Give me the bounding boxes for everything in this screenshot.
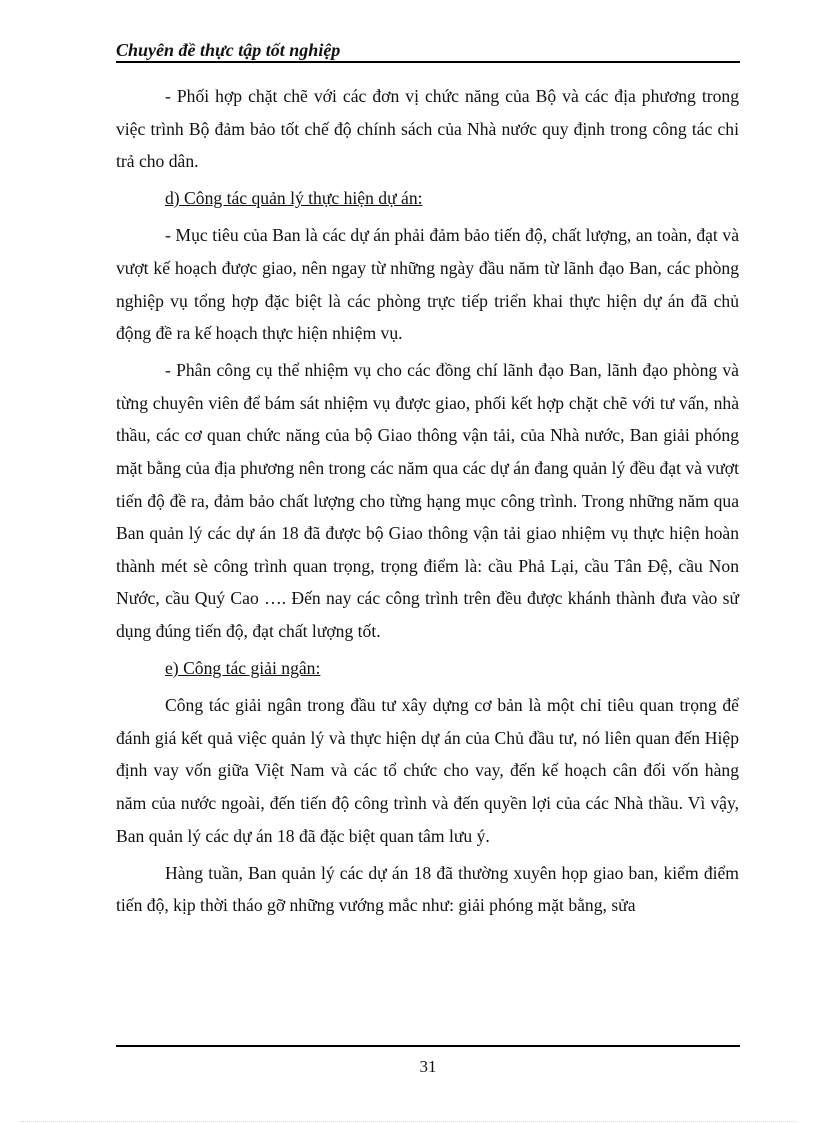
section-heading-e-text: e) Công tác giải ngân: xyxy=(165,658,321,679)
section-heading-e xyxy=(116,652,739,685)
page-number: 31 xyxy=(419,1057,437,1076)
paragraph-weekly-meetings: Hàng tuần, Ban quản lý các dự án 18 đã thường xuyên họp giao ban, kiểm điểm tiến độ, kịp thời tháo gỡ những vướng mắc như: giải phóng mặt bằng, sửa xyxy=(116,862,739,916)
footer-divider xyxy=(116,1045,740,1047)
section-heading-d-text: d) Công tác quản lý thực hiện dự án: xyxy=(165,188,423,209)
paragraph-task-assignment: - Phân công cụ thể nhiệm vụ cho các đồng chí lãnh đạo Ban, lãnh đạo phòng và từng chuyên viên để bám sát nhiệm vụ được giao, phối kết hợp chặt chẽ với tư vấn, nhà thầu, các cơ quan chức năng của bộ Giao thông vận tải, của Nhà nước, Ban giải phóng mặt bằng của địa phương nên trong các năm qua các dự án đang quản lý đều đạt và vượt tiến độ đề ra, đảm bảo chất lượng cho từng hạng mục công trình. Trong những năm qua Ban quản lý các dự án 18 đã được bộ Giao thông vận tải giao nhiệm vụ thực hiện hoàn thành mét sè công trình quan trọng, trọng điểm là: cầu Phả Lại, cầu Tân Đệ, cầu Non Nước, cầu Quý Cao …. Đến nay các công trình trên đều được khánh thành đưa vào sử dụng đúng tiến độ, đạt chất lượng tốt. xyxy=(116,360,739,641)
document-body xyxy=(116,80,739,926)
paragraph-coordination: - Phối hợp chặt chẽ với các đơn vị chức năng của Bộ và các địa phương trong việc trình Bộ đảm bảo tốt chế độ chính sách của Nhà nước quy định trong công tác chi trả cho dân. xyxy=(116,86,739,172)
paragraph-project-goals: - Mục tiêu của Ban là các dự án phải đảm bảo tiến độ, chất lượng, an toàn, đạt và vượt kế hoạch được giao, nên ngay từ những ngày đầu năm từ lãnh đạo Ban, các phòng nghiệp vụ tổng hợp đặc biệt là các phòng trực tiếp triển khai thực hiện dự án đã chủ động đề ra kế hoạch thực hiện nhiệm vụ. xyxy=(116,225,739,344)
page-header-title: Chuyên đề thực tập tốt nghiệp xyxy=(116,40,341,60)
paragraph-disbursement: Công tác giải ngân trong đầu tư xây dựng cơ bản là một chỉ tiêu quan trọng để đánh giá kết quả việc quản lý và thực hiện dự án của Chủ đầu tư, nó liên quan đến Hiệp định vay vốn giữa Việt Nam và các tổ chức cho vay, đến kế hoạch cân đối vốn hàng năm của nước ngoài, đến tiến độ công trình và đến quyền lợi của các Nhà thầu. Vì vậy, Ban quản lý các dự án 18 đã đặc biệt quan tâm lưu ý. xyxy=(116,695,739,846)
header-divider xyxy=(116,61,740,63)
page-bottom-border xyxy=(20,1121,796,1122)
section-heading-d xyxy=(116,182,739,215)
